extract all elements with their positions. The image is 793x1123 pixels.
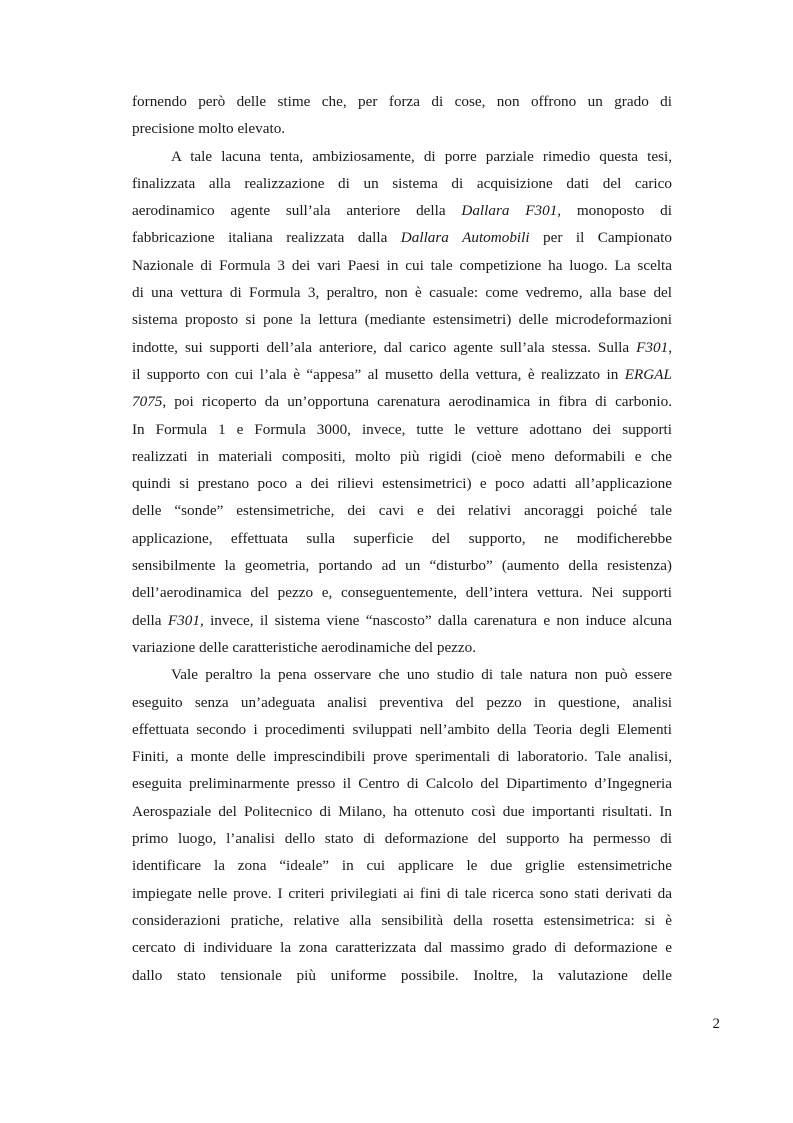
text-line: Finiti, a monte delle imprescindibili prove sperimentali di laboratorio. Tale analisi, xyxy=(132,748,672,766)
text-line: variazione delle caratteristiche aerodinamiche del pezzo. xyxy=(132,638,477,656)
text-line: di una vettura di Formula 3, peraltro, non è casuale: come vedremo, alla base del xyxy=(132,284,672,302)
text-line: Vale peraltro la pena osservare che uno studio di tale natura non può essere xyxy=(171,666,672,684)
text-line: delle “sonde” estensimetriche, dei cavi e dei relativi ancoraggi poiché tale xyxy=(132,502,672,520)
text-line: Nazionale di Formula 3 dei vari Paesi in cui tale competizione ha luogo. La scelta xyxy=(132,256,672,274)
text-line: fornendo però delle stime che, per forza di cose, non offrono un grado di xyxy=(132,93,672,110)
text-line: 7075, poi ricoperto da un’opportuna carenatura aerodinamica in fibra di carbonio. xyxy=(132,393,672,411)
text-line: applicazione, effettuata sulla superficie del supporto, ne modificherebbe xyxy=(132,529,672,547)
text-line: aerodinamico agente sull’ala anteriore della Dallara F301, monoposto di xyxy=(132,202,672,220)
body-text xyxy=(132,88,672,989)
text-line: sistema proposto si pone la lettura (mediante estensimetri) delle microdeformazioni xyxy=(132,311,672,329)
text-line: fabbricazione italiana realizzata dalla Dallara Automobili per il Campionato xyxy=(132,229,672,247)
text-line: primo luogo, l’analisi dello stato di deformazione del supporto ha permesso di xyxy=(132,830,672,848)
text-line: eseguito senza un’adeguata analisi preventiva del pezzo in questione, analisi xyxy=(132,693,672,711)
text-line: dell’aerodinamica del pezzo e, conseguentemente, dell’intera vettura. Nei supporti xyxy=(132,584,672,602)
text-line: cercato di individuare la zona caratterizzata dal massimo grado di deformazione e xyxy=(132,939,672,957)
text-line: effettuata secondo i procedimenti sviluppati nell’ambito della Teoria degli Elementi xyxy=(132,720,672,738)
text-line: considerazioni pratiche, relative alla sensibilità della rosetta estensimetrica: si è xyxy=(132,911,672,929)
text-line: precisione molto elevato. xyxy=(132,120,286,138)
text-line: finalizzata alla realizzazione di un sistema di acquisizione dati del carico xyxy=(132,174,672,192)
text-line: quindi si prestano poco a dei rilievi estensimetrici) e poco adatti all’applicazione xyxy=(132,475,672,493)
text-line: sensibilmente la geometria, portando ad un “disturbo” (aumento della resistenza) xyxy=(132,557,672,575)
text-line: della F301, invece, il sistema viene “nascosto” dalla carenatura e non induce alcuna xyxy=(132,611,673,629)
text-line: realizzati in materiali compositi, molto più rigidi (cioè meno deformabili e che xyxy=(132,447,672,465)
text-line: A tale lacuna tenta, ambiziosamente, di porre parziale rimedio questa tesi, xyxy=(171,147,672,165)
text-line: impiegate nelle prove. I criteri privilegiati ai fini di tale ricerca sono stati derivati da xyxy=(132,884,672,902)
page-number: 2 xyxy=(712,1016,720,1032)
text-line: In Formula 1 e Formula 3000, invece, tutte le vetture adottano dei supporti xyxy=(132,420,672,438)
text-line: indotte, sui supporti dell’ala anteriore, dal carico agente sull’ala stessa. Sulla F301, xyxy=(132,338,672,356)
text-line: il supporto con cui l’ala è “appesa” al musetto della vettura, è realizzato in ERGAL xyxy=(132,365,672,383)
text-line: Aerospaziale del Politecnico di Milano, ha ottenuto così due importanti risultati. In xyxy=(132,802,672,820)
text-line: dallo stato tensionale più uniforme possibile. Inoltre, la valutazione delle xyxy=(132,966,672,984)
text-line: eseguita preliminarmente presso il Centro di Calcolo del Dipartimento d’Ingegneria xyxy=(132,775,672,793)
text-line: identificare la zona “ideale” in cui applicare le due griglie estensimetriche xyxy=(132,857,672,875)
